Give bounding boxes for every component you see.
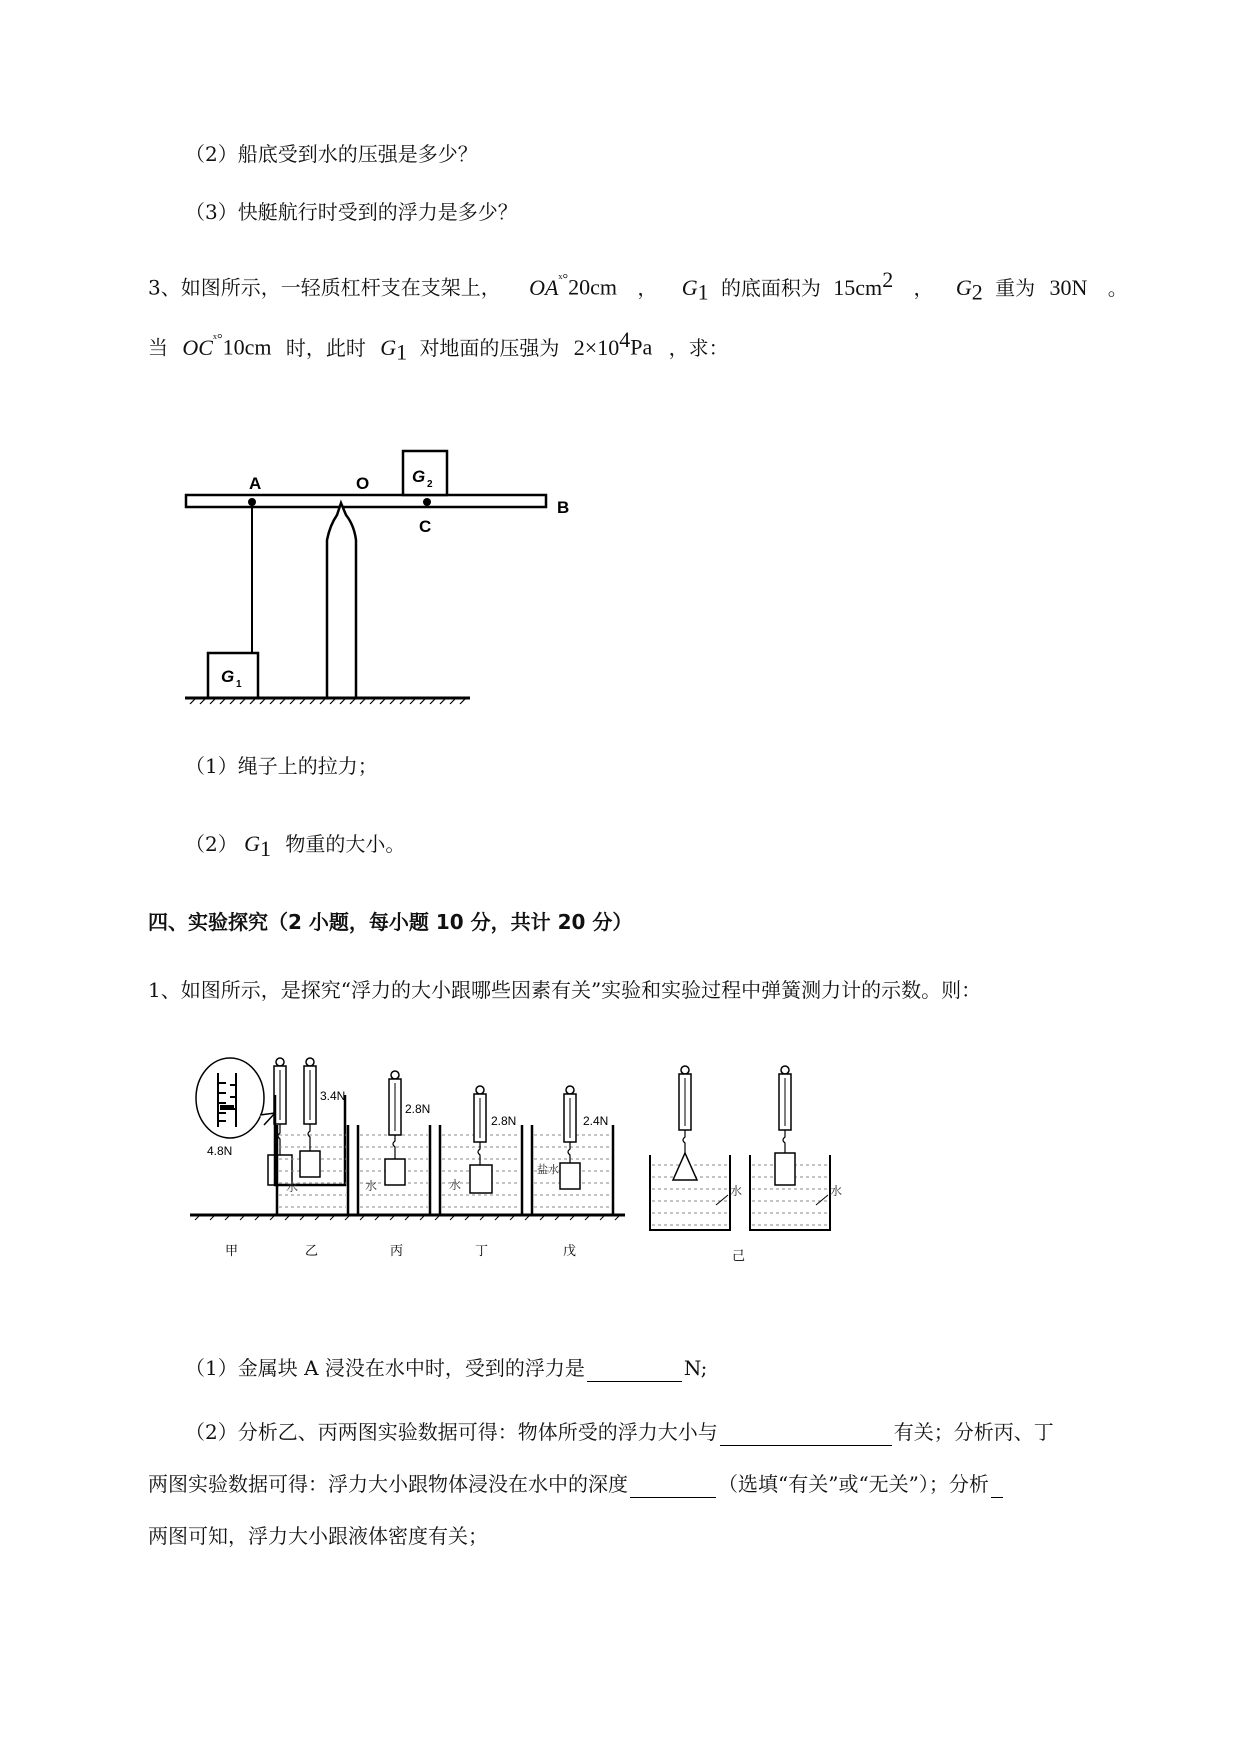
answer-blank-1[interactable]	[587, 1361, 682, 1382]
reading-bing: 2.8N	[405, 1102, 431, 1116]
label-c: C	[419, 517, 432, 536]
support-post	[327, 503, 356, 698]
scale-yi	[300, 1058, 320, 1177]
q3-stem-line2: 当 $OC^{ˣ^\circ}10cm$ 时，此时 $G_1$ 对地面的压强为 $2\times 10^4Pa$ ，求：	[148, 327, 729, 365]
liquid-wu: 盐水	[537, 1164, 559, 1176]
scale-wu	[560, 1086, 580, 1189]
q2-sub2: （2）船底受到水的压强是多少？	[185, 142, 478, 166]
buoyancy-figure	[190, 1055, 950, 1305]
liquid-yi: 水	[286, 1180, 299, 1194]
caption-bing: 丙	[390, 1243, 404, 1258]
q3-sub2: （2） $G_1$ 物重的大小。	[185, 831, 406, 861]
exp1-sub2-line2: 两图实验数据可得：浮力大小跟物体浸没在水中的深度 （选填“有关”或“无关”）；分析	[148, 1470, 1005, 1498]
reading-yi: 3.4N	[320, 1089, 346, 1103]
label-g2-sub: 2	[427, 479, 433, 490]
caption-yi: 乙	[305, 1243, 319, 1258]
label-b: B	[557, 498, 570, 517]
answer-blank-3[interactable]	[630, 1477, 716, 1498]
lever-bar	[186, 495, 546, 507]
scale-ji-2	[775, 1066, 795, 1185]
exp1-sub1: （1）金属块 A 浸没在水中时，受到的浮力是 N;	[185, 1356, 708, 1380]
caption-ji: 己	[732, 1248, 746, 1263]
q3-stem-line1: 3、如图所示，一轻质杠杆支在支架上， $OA^{ˣ^\circ}20cm$ ， $G_1$ 的底面积为 $15cm^2$ ， $G_2$ 重为 30N 。	[148, 267, 1128, 305]
liquid-ding: 水	[449, 1178, 462, 1192]
reading-jia: 4.8N	[207, 1144, 233, 1158]
q3-sub1: （1）绳子上的拉力；	[185, 754, 378, 778]
label-g1: G	[221, 667, 235, 686]
scale-ji-1	[673, 1066, 697, 1180]
reading-ding: 2.8N	[491, 1114, 517, 1128]
scale-bing	[385, 1071, 405, 1185]
label-g2: G	[412, 467, 426, 486]
section-title: 四、实验探究（2 小题，每小题 10 分，共计 20 分）	[148, 910, 633, 934]
exp1-stem: 1、如图所示，是探究“浮力的大小跟哪些因素有关”实验和实验过程中弹簧测力计的示数。则：	[148, 978, 982, 1002]
q2-sub3: （3）快艇航行时受到的浮力是多少？	[185, 200, 518, 224]
answer-blank-4[interactable]	[991, 1477, 1003, 1498]
reading-wu: 2.4N	[583, 1114, 609, 1128]
label-o: O	[356, 474, 370, 493]
liquid-ji-1: 水	[730, 1184, 743, 1198]
caption-ding: 丁	[475, 1243, 489, 1258]
liquid-bing: 水	[365, 1179, 378, 1193]
scale-ding	[470, 1086, 492, 1193]
exp1-sub2-line3: 两图可知，浮力大小跟液体密度有关；	[148, 1524, 488, 1548]
exp1-sub2-line1: （2）分析乙、丙两图实验数据可得：物体所受的浮力大小与 有关；分析丙、丁	[185, 1420, 1054, 1444]
caption-wu: 戊	[563, 1243, 577, 1258]
scale-jia	[268, 1058, 292, 1185]
label-g1-sub: 1	[236, 679, 242, 690]
liquid-ji-2: 水	[830, 1184, 843, 1198]
caption-jia: 甲	[225, 1243, 239, 1258]
lever-figure	[180, 440, 580, 710]
label-a: A	[249, 474, 262, 493]
answer-blank-2[interactable]	[720, 1425, 892, 1446]
